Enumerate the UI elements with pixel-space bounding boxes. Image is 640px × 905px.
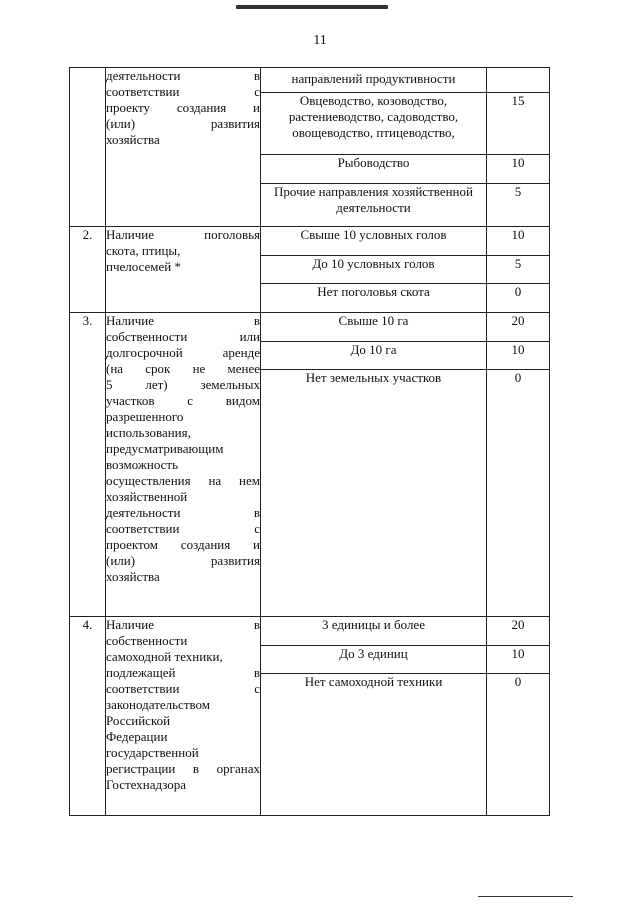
score-value <box>487 68 550 93</box>
criterion-line: долгосрочной аренде <box>106 345 260 360</box>
criterion-line: предусматривающим <box>106 441 224 456</box>
criterion-line: хозяйства <box>106 569 160 584</box>
criterion-line: возможность <box>106 457 179 472</box>
option-label: направлений продуктивности <box>261 68 487 93</box>
option-label: Нет самоходной техники <box>261 674 487 816</box>
criterion-line: соответствии с <box>106 521 260 536</box>
criterion-cell <box>106 227 261 313</box>
option-label: До 10 га <box>261 342 487 370</box>
table-row <box>70 227 550 256</box>
footer-rule <box>478 896 573 897</box>
criterion-line: (на срок не менее <box>106 361 260 376</box>
score-value: 20 <box>487 617 550 646</box>
criterion-line: деятельности в <box>106 505 260 520</box>
criterion-line: пчелосемей * <box>106 259 181 274</box>
score-value: 5 <box>487 184 550 227</box>
criterion-line: проектом создания и <box>106 537 260 552</box>
row-number: 3. <box>70 313 106 617</box>
criterion-line: деятельности в <box>106 68 260 83</box>
criterion-line: хозяйства <box>106 132 160 147</box>
score-value: 10 <box>487 646 550 674</box>
option-label: 3 единицы и более <box>261 617 487 646</box>
criterion-line: соответствии с <box>106 681 260 696</box>
criterion-line: Гостехнадзора <box>106 777 187 792</box>
score-value: 0 <box>487 284 550 313</box>
option-label: Свыше 10 га <box>261 313 487 342</box>
criterion-line: государственной <box>106 745 199 760</box>
option-label: Нет земельных участков <box>261 370 487 617</box>
criterion-line: Наличие поголовья <box>106 227 260 242</box>
row-number: 4. <box>70 617 106 816</box>
criterion-line: 5 лет) земельных <box>106 377 260 392</box>
criterion-line: (или) развития <box>106 553 260 568</box>
score-value: 0 <box>487 370 550 617</box>
option-label: Рыбоводство <box>261 155 487 184</box>
criterion-line: законодательством <box>106 697 211 712</box>
option-label: До 10 условных голов <box>261 256 487 284</box>
score-value: 10 <box>487 155 550 184</box>
criterion-line: проекту создания и <box>106 100 260 115</box>
criterion-cell <box>106 313 261 617</box>
top-header-mark <box>236 5 388 9</box>
row-number: 2. <box>70 227 106 313</box>
table-row <box>70 313 550 342</box>
option-label: Овцеводство, козоводство, растениеводство, садоводство, овощеводство, птицеводство, <box>261 93 487 155</box>
criterion-line: самоходной техники, <box>106 649 223 664</box>
criterion-line: собственности или <box>106 329 260 344</box>
criterion-line: осуществления на нем <box>106 473 260 488</box>
criterion-line: (или) развития <box>106 116 260 131</box>
criterion-line: скота, птицы, <box>106 243 181 258</box>
criterion-line: участков с видом <box>106 393 260 408</box>
option-label: Нет поголовья скота <box>261 284 487 313</box>
criterion-line: Российской <box>106 713 171 728</box>
criterion-line: подлежащей в <box>106 665 260 680</box>
option-label: До 3 единиц <box>261 646 487 674</box>
criterion-line: хозяйственной <box>106 489 188 504</box>
criterion-line: регистрации в органах <box>106 761 260 776</box>
table-row <box>70 68 550 93</box>
criterion-cell <box>106 617 261 816</box>
score-value: 0 <box>487 674 550 816</box>
page-number: 11 <box>313 33 327 48</box>
option-label: Свыше 10 условных голов <box>261 227 487 256</box>
score-value: 10 <box>487 227 550 256</box>
score-value: 5 <box>487 256 550 284</box>
option-label: Прочие направления хозяйственной деятельности <box>261 184 487 227</box>
score-value: 10 <box>487 342 550 370</box>
row-number <box>70 68 106 227</box>
criterion-line: собственности <box>106 633 188 648</box>
score-value: 15 <box>487 93 550 155</box>
criterion-line: Наличие в <box>106 617 260 632</box>
criteria-table <box>69 67 550 816</box>
table-row <box>70 617 550 646</box>
criterion-line: разрешенного <box>106 409 184 424</box>
criterion-line: Наличие в <box>106 313 260 328</box>
criterion-line: соответствии с <box>106 84 260 99</box>
criterion-line: Федерации <box>106 729 168 744</box>
criterion-cell <box>106 68 261 227</box>
score-value: 20 <box>487 313 550 342</box>
criterion-line: использования, <box>106 425 191 440</box>
